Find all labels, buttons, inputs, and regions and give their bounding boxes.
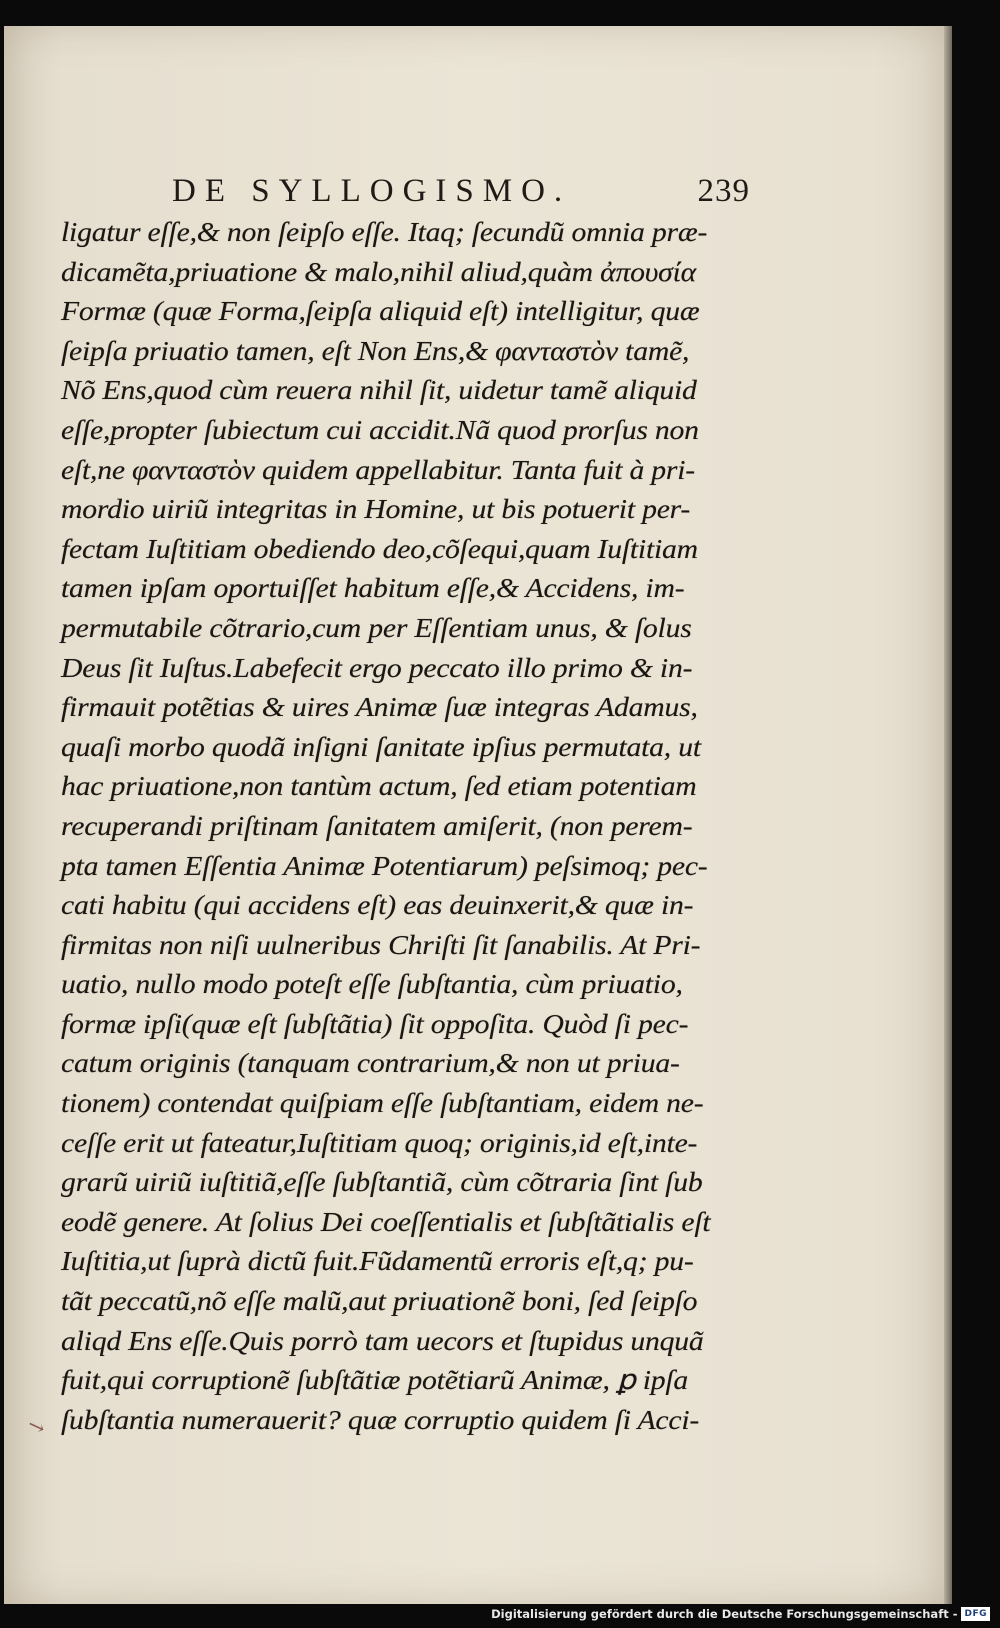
text-line: Formæ (quæ Forma,ſeipſa aliquid eſt) intelligitur, quæ [61,295,700,327]
margin-mark-icon: ↘ [24,1413,49,1441]
text-line: cati habitu (qui accidens eſt) eas deuinxerit,& quæ in- [61,889,694,921]
text-line: formæ ipſi(quæ eſt ſubſtãtia) ſit oppoſita. Quòd ſi pec- [61,1007,689,1039]
page-number: 239 [697,173,750,209]
text-line: fectam Iuſtitiam obediendo deo,cõſequi,quam Iuſtitiam [61,532,698,564]
book-page [4,26,948,1604]
text-line: dicamẽta,priuatione & malo,nihil aliud,quàm ἀπουσία [61,255,697,287]
footer-credit: Digitalisierung gefördert durch die Deutsche Forschungsgemeinschaft - [491,1607,958,1621]
running-title: DE SYLLOGISMO. [172,173,572,209]
text-line: recuperandi priſtinam ſanitatem amiſerit, (non perem- [61,809,693,841]
text-line: Iuſtitia,ut ſuprà dictũ fuit.Fũdamentũ erroris eſt,q; pu- [61,1245,694,1277]
text-line: ligatur eſſe,& non ſeipſo eſſe. Itaq; ſecundũ omnia præ- [61,216,708,247]
text-line: eſt,ne φανταστὸν quidem appellabitur. Tanta fuit à pri- [61,453,695,485]
text-line: tionem) contendat quiſpiam eſſe ſubſtantiam, eidem ne- [61,1087,704,1119]
page-edge [944,26,952,1604]
text-line: mordio uiriũ integritas in Homine, ut bis potuerit per- [61,493,691,525]
text-line: tamen ipſam oportuiſſet habitum eſſe,& Accidens, im- [61,572,685,604]
text-line: firmitas non niſi uulneribus Chriſti ſit ſanabilis. At Pri- [61,928,701,960]
digitization-footer [491,1606,990,1622]
text-line: eſſe,propter ſubiectum cui accidit.Nã quod prorſus non [61,413,699,445]
text-line: ceſſe erit ut fateatur,Iuſtitiam quoq; originis,id eſt,inte- [61,1126,698,1158]
text-line: uatio, nullo modo poteſt eſſe ſubſtantia, cùm priuatio, [61,968,683,1000]
dfg-logo: DFG [961,1607,990,1621]
text-line: catum originis (tanquam contrarium,& non ut priua- [61,1047,680,1079]
text-line: eodẽ genere. At ſolius Dei coeſſentialis et ſubſtãtialis eſt [61,1205,711,1237]
text-line: quaſi morbo quodã inſigni ſanitate ipſius permutata, ut [61,730,701,762]
text-line: ſubſtantia numerauerit? quæ corruptio quidem ſi Acci- [61,1403,700,1435]
text-line: hac priuatione,non tantùm actum, ſed etiam potentiam [61,770,697,802]
text-line: Deus ſit Iuſtus.Labefecit ergo peccato illo primo & in- [61,651,693,683]
text-line: Nõ Ens,quod cùm reuera nihil ſit, uidetur tamẽ aliquid [61,374,697,406]
text-line: aliqd Ens eſſe.Quis porrò tam uecors et ſtupidus unquã [61,1324,704,1356]
running-head [154,173,754,217]
text-line: permutabile cõtrario,cum per Eſſentiam unus, & ſolus [61,611,692,643]
text-line: firmauit potẽtias & uires Animæ ſuæ integras Adamus, [61,691,698,723]
text-line: pta tamen Eſſentia Animæ Potentiarum) peſsimoq; pec- [61,849,708,881]
text-line: grarũ uiriũ iuſtitiã,eſſe ſubſtantiã, cùm cõtraria ſint ſub [61,1166,703,1198]
text-line: tãt peccatũ,nõ eſſe malũ,aut priuationẽ boni, ſed ſeipſo [61,1285,698,1317]
text-line: ſeipſa priuatio tamen, eſt Non Ens,& φανταστὸν tamẽ, [61,334,690,366]
text-line: fuit,qui corruptionẽ ſubſtãtiæ potẽtiarũ Animæ, ꝑ ipſa [61,1364,689,1396]
body-text [61,212,761,1439]
